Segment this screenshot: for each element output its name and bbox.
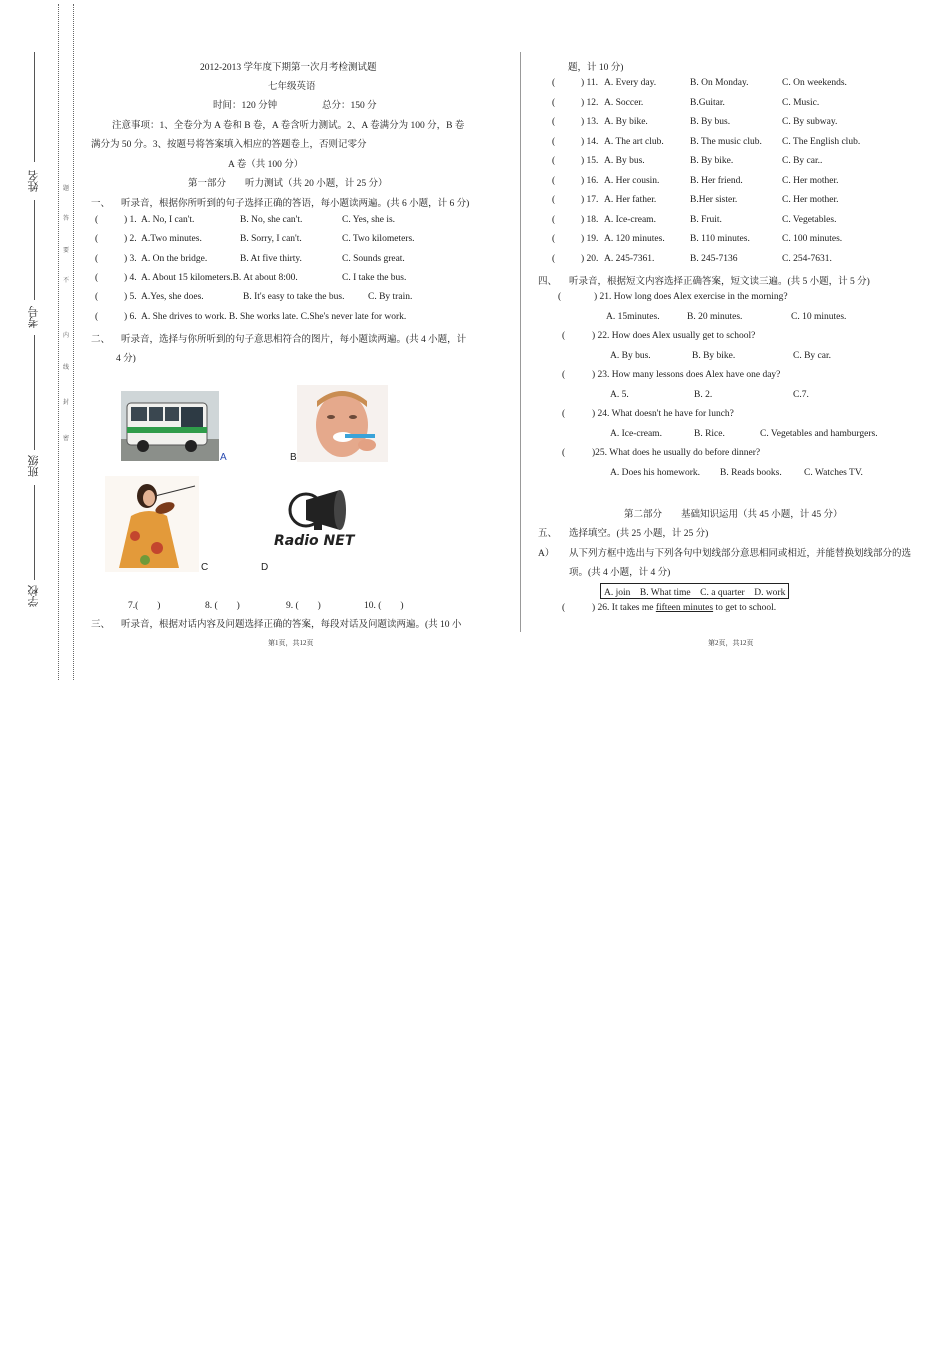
- q26-suffix: to get to school.: [713, 603, 777, 613]
- sec1-number: 一、: [91, 199, 111, 209]
- question-number: ) 13.: [581, 117, 599, 127]
- option-a: A. She drives to work. B. She works late. C.She's never late for work.: [141, 312, 407, 322]
- seal-word: 线: [63, 365, 70, 371]
- exam-time: 时间：120 分钟: [213, 101, 278, 111]
- seal-word: 封: [63, 400, 70, 406]
- answer-paren[interactable]: (: [552, 97, 556, 108]
- exam-number-line: [34, 200, 35, 300]
- q26-paren[interactable]: (: [562, 603, 566, 613]
- sec4-instruction: 听录音，根据短文内容选择正确答案，短文读三遍。(共 5 小题，计 5 分): [569, 277, 870, 287]
- sec3-continued: 题，计 10 分): [568, 63, 624, 73]
- option-a: A. Her cousin.: [604, 175, 660, 186]
- q23-paren[interactable]: (: [562, 370, 566, 380]
- q21-option: B. 20 minutes.: [687, 312, 743, 322]
- question-number: ) 11.: [581, 78, 599, 88]
- answer-paren[interactable]: (: [552, 156, 556, 166]
- question-number: ) 4.: [124, 273, 137, 283]
- question-number: ) 5.: [124, 292, 137, 302]
- q26-text: [592, 603, 776, 613]
- option-b: B. By bike.: [690, 156, 734, 166]
- answer-paren[interactable]: (: [95, 234, 99, 244]
- question-number: ) 18.: [581, 214, 599, 225]
- option-a: A.Yes, she does.: [141, 292, 204, 302]
- q23-option: C.7.: [793, 390, 809, 400]
- sec5-number: 五、: [538, 529, 558, 539]
- q24-text: ) 24. What doesn't he have for lunch?: [592, 409, 734, 419]
- school-line: [34, 485, 35, 580]
- notice-line-2: 满分为 50 分。3、按题号将答案填入相应的答题卷上，否则记零分: [91, 140, 367, 150]
- sec5-instruction: 选择填空。(共 25 小题，计 25 分): [569, 529, 709, 539]
- volume-a-heading: A 卷（共 100 分）: [228, 160, 304, 170]
- q21-option: A. 15minutes.: [606, 312, 660, 322]
- bus-picture: [121, 391, 219, 461]
- option-c: C. Yes, she is.: [342, 215, 396, 225]
- answer-paren[interactable]: (: [95, 273, 99, 283]
- answer-7[interactable]: 7.( ): [128, 601, 161, 611]
- option-a: A. 245-7361.: [604, 253, 655, 264]
- pic-letter-b: B: [290, 452, 297, 463]
- q26-prefix: ) 26. It takes me: [592, 603, 656, 613]
- answer-paren[interactable]: (: [95, 312, 99, 322]
- seal-word: 答: [63, 216, 70, 222]
- pic-letter-c: C: [201, 562, 209, 573]
- sec4-number: 四、: [538, 277, 558, 287]
- face-icon: [297, 385, 388, 462]
- class-line: [34, 335, 35, 450]
- question-number: ) 2.: [124, 234, 137, 244]
- option-c: C. Music.: [782, 97, 820, 108]
- pic-letter-a: A: [220, 452, 227, 463]
- option-a: A. Ice-cream.: [604, 214, 656, 225]
- q23-text: ) 23. How many lessons does Alex have one day?: [592, 370, 781, 380]
- secA-number: A）: [538, 549, 555, 559]
- violinist-picture: [105, 476, 199, 572]
- q22-option: A. By bus.: [610, 351, 651, 361]
- option-b: B. Her friend.: [690, 175, 743, 186]
- option-c: C. By subway.: [782, 117, 838, 127]
- option-b: B. At five thirty.: [240, 254, 302, 264]
- column-divider: [520, 52, 521, 632]
- question-number: ) 1.: [124, 215, 137, 225]
- option-c: C. I take the bus.: [342, 273, 407, 283]
- answer-paren[interactable]: (: [95, 215, 99, 225]
- answer-9[interactable]: 9. ( ): [286, 601, 321, 611]
- option-b: B. Sorry, I can't.: [240, 234, 302, 244]
- answer-paren[interactable]: (: [552, 136, 556, 147]
- option-c: C. By car..: [782, 156, 823, 166]
- seal-word: 内: [63, 333, 70, 339]
- seal-word: 密: [63, 436, 70, 442]
- option-a: A. By bike.: [604, 117, 648, 127]
- option-a: A. On the bridge.: [141, 254, 208, 264]
- q25-option: B. Reads books.: [720, 468, 782, 478]
- secA-instruction-1: 从下列方框中选出与下列各句中划线部分意思相同或相近，并能替换划线部分的选: [569, 549, 912, 559]
- exam-score: 总分：150 分: [322, 101, 377, 111]
- q26-underlined: fifteen minutes: [655, 603, 714, 613]
- boy-brushing-picture: [297, 385, 388, 462]
- option-a: A. Her father.: [604, 195, 657, 205]
- option-a: A. No, I can't.: [141, 215, 195, 225]
- option-c: C. Her mother.: [782, 175, 839, 186]
- bus-icon: [121, 391, 219, 461]
- answer-10[interactable]: 10. ( ): [364, 601, 404, 611]
- option-b: B. 245-7136: [690, 253, 738, 264]
- answer-paren[interactable]: (: [552, 214, 556, 225]
- question-number: ) 6.: [124, 312, 137, 322]
- option-a: A. By bus.: [604, 156, 645, 166]
- label-class: 班级: [27, 455, 40, 477]
- answer-paren[interactable]: (: [552, 78, 556, 88]
- seal-word: 不: [63, 278, 70, 284]
- q22-text: ) 22. How does Alex usually get to school?: [592, 331, 756, 341]
- binding-line-inner: [73, 4, 74, 680]
- answer-paren[interactable]: (: [95, 292, 99, 302]
- radio-net-text: Radio NET: [274, 533, 355, 549]
- question-number: ) 20.: [581, 253, 599, 264]
- option-b: B.Her sister.: [690, 195, 738, 205]
- megaphone-icon: [270, 484, 372, 534]
- seal-word: 题: [63, 186, 70, 192]
- q23-option: B. 2.: [694, 390, 713, 400]
- question-number: ) 14.: [581, 136, 599, 147]
- sec2-instruction-2: 4 分): [116, 354, 136, 364]
- q25-text: )25. What does he usually do before dinner?: [592, 448, 761, 458]
- option-b: B. The music club.: [690, 136, 762, 147]
- seal-word: 要: [63, 248, 70, 254]
- sec3-number: 三、: [91, 620, 111, 630]
- sec2-instruction-1: 听录音，选择与你所听到的句子意思相符合的图片，每小题读两遍。(共 4 小题，计: [121, 335, 467, 345]
- option-b: B. 110 minutes.: [690, 234, 750, 244]
- answer-paren[interactable]: (: [552, 195, 556, 205]
- label-name: 姓名: [27, 170, 40, 192]
- q22-paren[interactable]: (: [562, 331, 566, 341]
- option-c: C. By train.: [368, 292, 413, 302]
- option-a: A. About 15 kilometers.B. At about 8:00.: [141, 273, 298, 283]
- binding-line-outer: [58, 4, 59, 680]
- answer-paren[interactable]: (: [552, 253, 556, 264]
- radio-net-logo: [270, 484, 372, 556]
- option-a: A. The art club.: [604, 136, 664, 147]
- violin-icon: [105, 476, 199, 572]
- q22-option: B. By bike.: [692, 351, 736, 361]
- option-a: A. Every day.: [604, 78, 657, 88]
- name-line: [34, 52, 35, 162]
- q24-option: C. Vegetables and hamburgers.: [760, 429, 878, 439]
- page-footer-left: 第1页，共12页: [268, 639, 314, 647]
- option-b: B. On Monday.: [690, 78, 749, 88]
- q25-option: A. Does his homework.: [610, 468, 700, 478]
- q24-paren[interactable]: (: [562, 409, 566, 419]
- part2-heading: 第二部分 基础知识运用（共 45 小题，计 45 分）: [624, 510, 843, 520]
- option-b: B. Fruit.: [690, 214, 722, 225]
- answer-8[interactable]: 8. ( ): [205, 601, 240, 611]
- sec1-instruction: 听录音，根据你所听到的句子选择正确的答语，每小题读两遍。(共 6 小题，计 6 分): [121, 199, 470, 209]
- option-c: C. On weekends.: [782, 78, 847, 88]
- page-footer-right: 第2页，共12页: [708, 639, 754, 647]
- pic-letter-d: D: [261, 562, 269, 573]
- option-b: B. No, she can't.: [240, 215, 303, 225]
- question-number: ) 19.: [581, 234, 599, 244]
- q21-paren[interactable]: (: [558, 292, 562, 302]
- q21-option: C. 10 minutes.: [791, 312, 847, 322]
- option-a: A.Two minutes.: [141, 234, 202, 244]
- q24-option: A. Ice-cream.: [610, 429, 662, 439]
- sec3-instruction: 听录音，根据对话内容及问题选择正确的答案，每段对话及问题读两遍。(共 10 小: [121, 620, 462, 630]
- question-number: ) 3.: [124, 254, 137, 264]
- question-number: ) 15.: [581, 156, 599, 166]
- option-b: B. It's easy to take the bus.: [243, 292, 345, 302]
- q22-option: C. By car.: [793, 351, 831, 361]
- q25-option: C. Watches TV.: [804, 468, 863, 478]
- option-a: A. 120 minutes.: [604, 234, 665, 244]
- option-c: C. The English club.: [782, 136, 861, 147]
- question-number: ) 17.: [581, 195, 599, 205]
- question-number: ) 12.: [581, 97, 599, 108]
- q24-option: B. Rice.: [694, 429, 725, 439]
- secA-instruction-2: 项。(共 4 小题，计 4 分): [569, 568, 671, 578]
- options-box: A. join B. What time C. a quarter D. work: [600, 583, 789, 599]
- label-school: 学校: [27, 585, 40, 607]
- option-b: B.Guitar.: [690, 97, 725, 108]
- answer-paren[interactable]: (: [95, 254, 99, 264]
- answer-paren[interactable]: (: [552, 175, 556, 186]
- option-c: C. Two kilometers.: [342, 234, 415, 244]
- option-c: C. 100 minutes.: [782, 234, 843, 244]
- option-c: C. 254-7631.: [782, 253, 832, 264]
- answer-paren[interactable]: (: [552, 234, 556, 244]
- option-b: B. By bus.: [690, 117, 731, 127]
- option-c: C. Vegetables.: [782, 214, 837, 225]
- option-c: C. Sounds great.: [342, 254, 405, 264]
- q23-option: A. 5.: [610, 390, 629, 400]
- option-a: A. Soccer.: [604, 97, 644, 108]
- label-exam-number: 考号: [27, 306, 40, 328]
- q21-text: ) 21. How long does Alex exercise in the morning?: [594, 292, 788, 302]
- answer-paren[interactable]: (: [552, 117, 556, 127]
- sec2-number: 二、: [91, 335, 111, 345]
- exam-subtitle: 七年级英语: [268, 82, 316, 92]
- question-number: ) 16.: [581, 175, 599, 186]
- exam-title: 2012-2013 学年度下期第一次月考检测试题: [200, 63, 377, 73]
- notice-line-1: 注意事项：1、全卷分为 A 卷和 B 卷，A 卷含听力测试。2、A 卷满分为 100 分，B 卷: [112, 121, 465, 131]
- part1-heading: 第一部分 听力测试（共 20 小题，计 25 分）: [188, 179, 388, 189]
- q25-paren[interactable]: (: [562, 448, 566, 458]
- option-c: C. Her mother.: [782, 195, 839, 205]
